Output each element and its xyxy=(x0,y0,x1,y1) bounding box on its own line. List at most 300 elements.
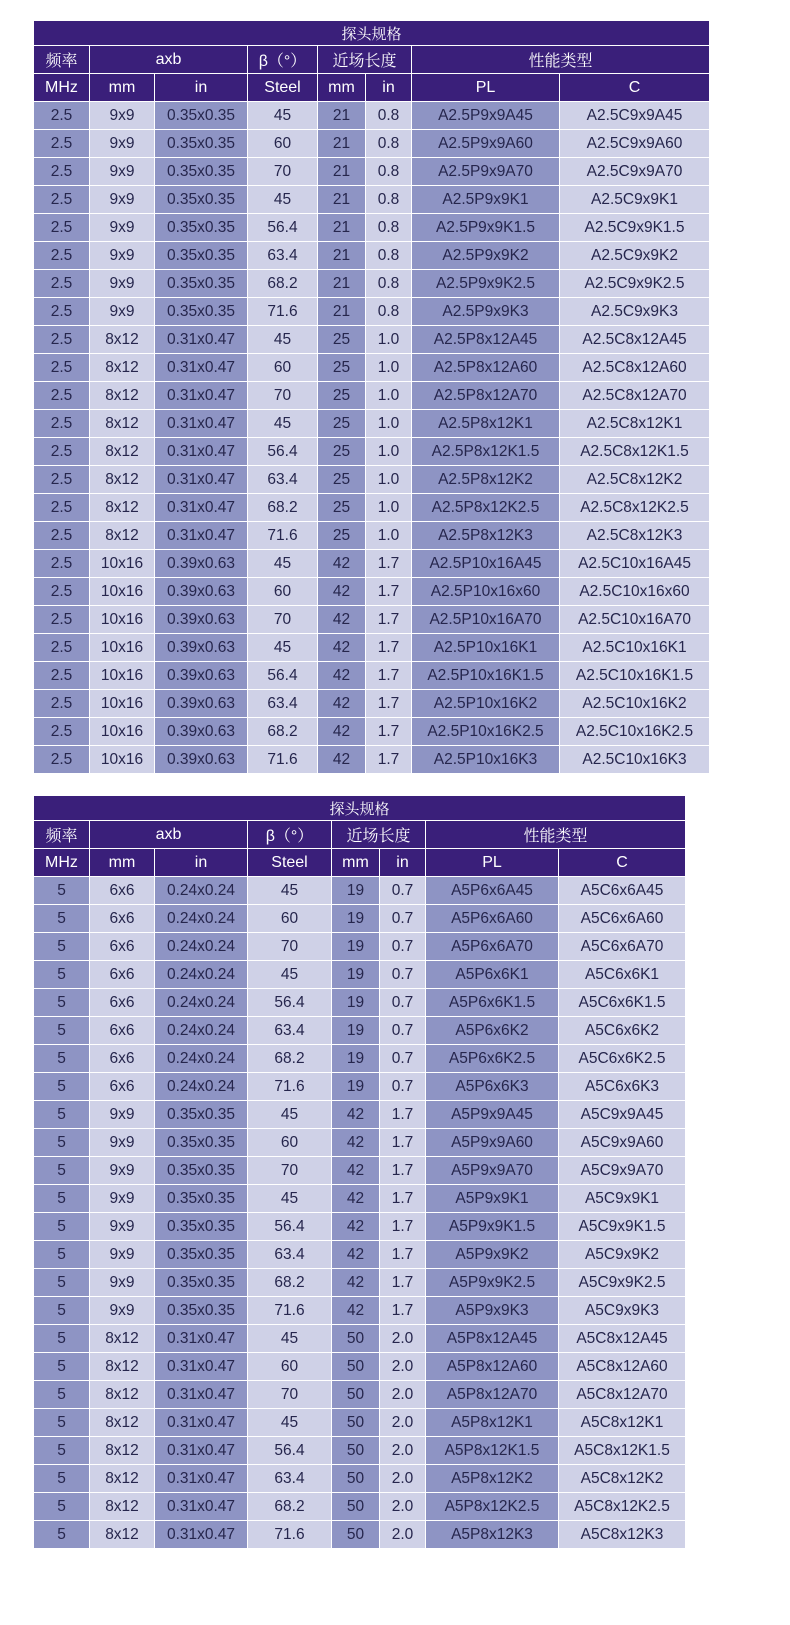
probe-spec-table-5mhz xyxy=(33,795,686,1548)
cell-size-mm: 8x12 xyxy=(90,1521,155,1549)
cell-model-pl: A5P6x6K3 xyxy=(426,1073,559,1101)
cell-size-in: 0.24x0.24 xyxy=(155,877,248,905)
cell-model-pl: A5P9x9K2.5 xyxy=(426,1269,559,1297)
cell-model-pl: A5P9x9K2 xyxy=(426,1241,559,1269)
cell-size-mm: 8x12 xyxy=(90,438,155,466)
cell-near-field-in: 1.0 xyxy=(366,410,412,438)
cell-size-mm: 6x6 xyxy=(90,1017,155,1045)
cell-beta-steel: 45 xyxy=(248,1185,332,1213)
cell-frequency: 2.5 xyxy=(34,214,90,242)
cell-size-in: 0.31x0.47 xyxy=(155,438,248,466)
cell-near-field-mm: 19 xyxy=(332,1045,380,1073)
probe-spec-table-2-5mhz xyxy=(33,20,710,773)
cell-size-in: 0.35x0.35 xyxy=(155,1101,248,1129)
cell-size-mm: 8x12 xyxy=(90,494,155,522)
table-row xyxy=(34,1073,686,1101)
cell-near-field-in: 1.7 xyxy=(380,1157,426,1185)
cell-size-in: 0.35x0.35 xyxy=(155,1157,248,1185)
cell-model-c: A2.5C9x9K1.5 xyxy=(560,214,710,242)
cell-beta-steel: 45 xyxy=(248,326,318,354)
table-row xyxy=(34,877,686,905)
cell-model-pl: A5P9x9K1.5 xyxy=(426,1213,559,1241)
cell-size-in: 0.35x0.35 xyxy=(155,1241,248,1269)
cell-near-field-mm: 25 xyxy=(318,494,366,522)
cell-near-field-mm: 21 xyxy=(318,242,366,270)
cell-model-c: A2.5C10x16K2 xyxy=(560,690,710,718)
cell-model-c: A2.5C9x9A45 xyxy=(560,102,710,130)
cell-near-field-mm: 19 xyxy=(332,961,380,989)
header-performance: 性能类型 xyxy=(426,821,686,849)
cell-frequency: 2.5 xyxy=(34,662,90,690)
cell-size-mm: 10x16 xyxy=(90,550,155,578)
cell-size-mm: 9x9 xyxy=(90,1241,155,1269)
cell-frequency: 2.5 xyxy=(34,578,90,606)
cell-model-c: A2.5C10x16K1 xyxy=(560,634,710,662)
header-frequency: 频率 xyxy=(34,821,90,849)
table-row xyxy=(34,1381,686,1409)
cell-beta-steel: 45 xyxy=(248,410,318,438)
cell-model-pl: A2.5P10x16A45 xyxy=(412,550,560,578)
cell-frequency: 2.5 xyxy=(34,634,90,662)
table-row xyxy=(34,961,686,989)
cell-near-field-mm: 42 xyxy=(332,1297,380,1325)
cell-size-mm: 6x6 xyxy=(90,989,155,1017)
cell-size-mm: 9x9 xyxy=(90,214,155,242)
cell-model-pl: A2.5P8x12A70 xyxy=(412,382,560,410)
cell-beta-steel: 56.4 xyxy=(248,438,318,466)
cell-size-in: 0.24x0.24 xyxy=(155,1017,248,1045)
cell-near-field-in: 2.0 xyxy=(380,1493,426,1521)
cell-near-field-mm: 42 xyxy=(318,718,366,746)
cell-model-pl: A5P8x12K1.5 xyxy=(426,1437,559,1465)
cell-size-mm: 9x9 xyxy=(90,130,155,158)
cell-model-pl: A5P8x12A60 xyxy=(426,1353,559,1381)
table-row xyxy=(34,1213,686,1241)
cell-near-field-in: 0.7 xyxy=(380,1073,426,1101)
cell-model-pl: A2.5P9x9K2.5 xyxy=(412,270,560,298)
cell-near-field-mm: 25 xyxy=(318,326,366,354)
cell-near-field-mm: 25 xyxy=(318,438,366,466)
table-row xyxy=(34,634,710,662)
cell-model-pl: A2.5P10x16K2.5 xyxy=(412,718,560,746)
table-row xyxy=(34,298,710,326)
table-row xyxy=(34,989,686,1017)
table-row xyxy=(34,1129,686,1157)
cell-size-in: 0.35x0.35 xyxy=(155,298,248,326)
cell-frequency: 5 xyxy=(34,1101,90,1129)
cell-near-field-in: 0.7 xyxy=(380,905,426,933)
cell-near-field-mm: 42 xyxy=(318,746,366,774)
cell-model-pl: A5P8x12K1 xyxy=(426,1409,559,1437)
cell-model-c: A2.5C9x9K3 xyxy=(560,298,710,326)
cell-near-field-mm: 21 xyxy=(318,270,366,298)
cell-size-in: 0.35x0.35 xyxy=(155,1129,248,1157)
cell-size-mm: 9x9 xyxy=(90,186,155,214)
cell-near-field-mm: 19 xyxy=(332,989,380,1017)
cell-model-c: A2.5C10x16A45 xyxy=(560,550,710,578)
subheader-in: in xyxy=(155,849,248,877)
table-row xyxy=(34,1157,686,1185)
cell-near-field-mm: 42 xyxy=(318,690,366,718)
cell-size-in: 0.31x0.47 xyxy=(155,1437,248,1465)
cell-near-field-in: 1.7 xyxy=(380,1297,426,1325)
table-row xyxy=(34,1269,686,1297)
cell-beta-steel: 68.2 xyxy=(248,270,318,298)
subheader-c: C xyxy=(560,74,710,102)
cell-model-pl: A2.5P10x16K3 xyxy=(412,746,560,774)
cell-size-mm: 6x6 xyxy=(90,877,155,905)
cell-frequency: 2.5 xyxy=(34,522,90,550)
cell-near-field-in: 0.8 xyxy=(366,102,412,130)
header-axb: axb xyxy=(90,821,248,849)
cell-near-field-mm: 42 xyxy=(318,550,366,578)
cell-size-mm: 8x12 xyxy=(90,466,155,494)
cell-model-c: A5C8x12A60 xyxy=(559,1353,686,1381)
cell-size-in: 0.35x0.35 xyxy=(155,214,248,242)
cell-beta-steel: 70 xyxy=(248,382,318,410)
table-row xyxy=(34,466,710,494)
cell-beta-steel: 60 xyxy=(248,1129,332,1157)
cell-model-c: A2.5C8x12K2.5 xyxy=(560,494,710,522)
cell-size-in: 0.31x0.47 xyxy=(155,1325,248,1353)
cell-near-field-in: 0.7 xyxy=(380,989,426,1017)
subheader-c: C xyxy=(559,849,686,877)
table-row xyxy=(34,270,710,298)
table-row xyxy=(34,1017,686,1045)
cell-beta-steel: 70 xyxy=(248,606,318,634)
cell-size-mm: 10x16 xyxy=(90,606,155,634)
cell-size-mm: 9x9 xyxy=(90,1297,155,1325)
cell-size-in: 0.31x0.47 xyxy=(155,1465,248,1493)
cell-frequency: 2.5 xyxy=(34,270,90,298)
cell-model-c: A5C9x9A60 xyxy=(559,1129,686,1157)
cell-model-c: A2.5C9x9A60 xyxy=(560,130,710,158)
cell-near-field-mm: 19 xyxy=(332,1017,380,1045)
cell-beta-steel: 56.4 xyxy=(248,214,318,242)
cell-model-c: A2.5C10x16x60 xyxy=(560,578,710,606)
cell-model-c: A2.5C9x9K1 xyxy=(560,186,710,214)
cell-near-field-mm: 42 xyxy=(332,1101,380,1129)
cell-near-field-mm: 42 xyxy=(332,1241,380,1269)
table-row xyxy=(34,746,710,774)
cell-near-field-in: 1.7 xyxy=(380,1269,426,1297)
cell-model-pl: A5P9x9A45 xyxy=(426,1101,559,1129)
cell-near-field-mm: 50 xyxy=(332,1325,380,1353)
cell-size-in: 0.39x0.63 xyxy=(155,606,248,634)
cell-frequency: 2.5 xyxy=(34,326,90,354)
cell-size-in: 0.31x0.47 xyxy=(155,1493,248,1521)
cell-model-c: A5C9x9K3 xyxy=(559,1297,686,1325)
cell-frequency: 2.5 xyxy=(34,606,90,634)
cell-beta-steel: 63.4 xyxy=(248,1241,332,1269)
cell-near-field-in: 0.8 xyxy=(366,130,412,158)
cell-near-field-in: 0.8 xyxy=(366,186,412,214)
cell-model-pl: A5P6x6K2.5 xyxy=(426,1045,559,1073)
cell-size-mm: 8x12 xyxy=(90,1325,155,1353)
table-row xyxy=(34,1101,686,1129)
cell-model-pl: A2.5P9x9K2 xyxy=(412,242,560,270)
cell-size-mm: 9x9 xyxy=(90,102,155,130)
cell-beta-steel: 70 xyxy=(248,933,332,961)
cell-size-mm: 6x6 xyxy=(90,961,155,989)
cell-beta-steel: 60 xyxy=(248,354,318,382)
cell-size-in: 0.39x0.63 xyxy=(155,746,248,774)
cell-size-in: 0.31x0.47 xyxy=(155,354,248,382)
cell-beta-steel: 68.2 xyxy=(248,1269,332,1297)
subheader-near-in: in xyxy=(380,849,426,877)
cell-model-pl: A2.5P9x9A70 xyxy=(412,158,560,186)
cell-beta-steel: 68.2 xyxy=(248,718,318,746)
table-row xyxy=(34,1353,686,1381)
table-row xyxy=(34,933,686,961)
cell-frequency: 5 xyxy=(34,1213,90,1241)
table-row xyxy=(34,1185,686,1213)
cell-model-pl: A2.5P9x9K3 xyxy=(412,298,560,326)
cell-beta-steel: 45 xyxy=(248,1325,332,1353)
table-row xyxy=(34,214,710,242)
cell-size-in: 0.35x0.35 xyxy=(155,158,248,186)
cell-near-field-mm: 25 xyxy=(318,410,366,438)
cell-model-pl: A2.5P8x12K1.5 xyxy=(412,438,560,466)
cell-model-c: A5C9x9A45 xyxy=(559,1101,686,1129)
cell-size-in: 0.24x0.24 xyxy=(155,1073,248,1101)
cell-near-field-in: 0.8 xyxy=(366,270,412,298)
table-row xyxy=(34,494,710,522)
cell-size-in: 0.31x0.47 xyxy=(155,410,248,438)
cell-near-field-in: 1.7 xyxy=(366,690,412,718)
cell-beta-steel: 45 xyxy=(248,186,318,214)
cell-near-field-mm: 25 xyxy=(318,522,366,550)
cell-frequency: 2.5 xyxy=(34,242,90,270)
table-row xyxy=(34,326,710,354)
cell-beta-steel: 68.2 xyxy=(248,1493,332,1521)
cell-near-field-mm: 42 xyxy=(318,578,366,606)
cell-near-field-in: 1.7 xyxy=(380,1129,426,1157)
cell-model-pl: A2.5P8x12K2 xyxy=(412,466,560,494)
table-row xyxy=(34,1045,686,1073)
cell-model-c: A2.5C9x9K2.5 xyxy=(560,270,710,298)
cell-size-mm: 8x12 xyxy=(90,382,155,410)
cell-size-in: 0.39x0.63 xyxy=(155,578,248,606)
cell-near-field-in: 1.7 xyxy=(366,578,412,606)
cell-size-in: 0.35x0.35 xyxy=(155,270,248,298)
cell-model-c: A5C8x12K3 xyxy=(559,1521,686,1549)
subheader-near-in: in xyxy=(366,74,412,102)
table-title: 探头规格 xyxy=(34,21,710,46)
cell-near-field-in: 1.7 xyxy=(366,718,412,746)
cell-beta-steel: 56.4 xyxy=(248,1213,332,1241)
cell-size-mm: 6x6 xyxy=(90,1073,155,1101)
cell-model-c: A5C9x9A70 xyxy=(559,1157,686,1185)
cell-beta-steel: 71.6 xyxy=(248,298,318,326)
cell-size-in: 0.35x0.35 xyxy=(155,1213,248,1241)
cell-frequency: 5 xyxy=(34,1353,90,1381)
cell-near-field-in: 0.7 xyxy=(380,933,426,961)
header-beta: β（°） xyxy=(248,46,318,74)
cell-size-mm: 10x16 xyxy=(90,578,155,606)
cell-beta-steel: 45 xyxy=(248,1409,332,1437)
cell-beta-steel: 60 xyxy=(248,1353,332,1381)
cell-beta-steel: 71.6 xyxy=(248,1297,332,1325)
table-row xyxy=(34,1493,686,1521)
cell-beta-steel: 45 xyxy=(248,961,332,989)
cell-size-mm: 10x16 xyxy=(90,746,155,774)
cell-size-mm: 9x9 xyxy=(90,1129,155,1157)
cell-beta-steel: 45 xyxy=(248,102,318,130)
cell-near-field-in: 0.7 xyxy=(380,961,426,989)
table-row xyxy=(34,1241,686,1269)
cell-model-pl: A2.5P10x16K1 xyxy=(412,634,560,662)
cell-near-field-mm: 19 xyxy=(332,877,380,905)
cell-model-pl: A5P6x6K1.5 xyxy=(426,989,559,1017)
cell-near-field-in: 1.7 xyxy=(380,1241,426,1269)
cell-near-field-mm: 50 xyxy=(332,1465,380,1493)
table-row xyxy=(34,1521,686,1549)
cell-size-in: 0.31x0.47 xyxy=(155,1381,248,1409)
cell-beta-steel: 45 xyxy=(248,550,318,578)
cell-size-in: 0.35x0.35 xyxy=(155,1297,248,1325)
cell-size-mm: 8x12 xyxy=(90,1381,155,1409)
cell-frequency: 5 xyxy=(34,1073,90,1101)
header-frequency: 频率 xyxy=(34,46,90,74)
cell-model-pl: A5P9x9A70 xyxy=(426,1157,559,1185)
cell-near-field-mm: 42 xyxy=(332,1157,380,1185)
cell-size-in: 0.35x0.35 xyxy=(155,1269,248,1297)
subheader-mm: mm xyxy=(90,74,155,102)
cell-model-pl: A5P6x6A60 xyxy=(426,905,559,933)
cell-size-mm: 8x12 xyxy=(90,1437,155,1465)
table-row xyxy=(34,662,710,690)
cell-frequency: 5 xyxy=(34,1493,90,1521)
cell-size-in: 0.31x0.47 xyxy=(155,466,248,494)
cell-model-pl: A2.5P8x12A60 xyxy=(412,354,560,382)
cell-model-c: A2.5C10x16K3 xyxy=(560,746,710,774)
cell-near-field-mm: 42 xyxy=(318,662,366,690)
cell-size-mm: 10x16 xyxy=(90,634,155,662)
cell-frequency: 5 xyxy=(34,1241,90,1269)
cell-near-field-in: 1.0 xyxy=(366,494,412,522)
cell-size-in: 0.35x0.35 xyxy=(155,102,248,130)
cell-frequency: 5 xyxy=(34,1269,90,1297)
cell-size-in: 0.39x0.63 xyxy=(155,718,248,746)
cell-model-c: A5C6x6K2.5 xyxy=(559,1045,686,1073)
cell-frequency: 5 xyxy=(34,989,90,1017)
cell-beta-steel: 63.4 xyxy=(248,1017,332,1045)
cell-model-c: A5C6x6A70 xyxy=(559,933,686,961)
cell-near-field-in: 0.8 xyxy=(366,214,412,242)
cell-size-in: 0.39x0.63 xyxy=(155,690,248,718)
cell-near-field-mm: 25 xyxy=(318,354,366,382)
cell-beta-steel: 71.6 xyxy=(248,746,318,774)
header-near-field: 近场长度 xyxy=(318,46,412,74)
cell-size-in: 0.31x0.47 xyxy=(155,326,248,354)
cell-near-field-in: 1.0 xyxy=(366,466,412,494)
cell-model-pl: A5P8x12K2 xyxy=(426,1465,559,1493)
table-row xyxy=(34,522,710,550)
table-row xyxy=(34,1437,686,1465)
cell-frequency: 5 xyxy=(34,877,90,905)
cell-size-in: 0.31x0.47 xyxy=(155,382,248,410)
cell-near-field-mm: 21 xyxy=(318,214,366,242)
cell-size-mm: 9x9 xyxy=(90,1269,155,1297)
cell-near-field-in: 1.0 xyxy=(366,522,412,550)
table-row xyxy=(34,382,710,410)
cell-near-field-in: 2.0 xyxy=(380,1325,426,1353)
cell-model-c: A5C8x12A70 xyxy=(559,1381,686,1409)
cell-beta-steel: 60 xyxy=(248,578,318,606)
cell-size-in: 0.31x0.47 xyxy=(155,1353,248,1381)
cell-size-mm: 8x12 xyxy=(90,354,155,382)
cell-size-in: 0.24x0.24 xyxy=(155,905,248,933)
cell-near-field-in: 1.7 xyxy=(380,1185,426,1213)
cell-model-pl: A5P6x6A70 xyxy=(426,933,559,961)
cell-model-pl: A2.5P9x9A60 xyxy=(412,130,560,158)
cell-size-in: 0.35x0.35 xyxy=(155,186,248,214)
cell-model-c: A2.5C8x12K1.5 xyxy=(560,438,710,466)
cell-frequency: 5 xyxy=(34,1129,90,1157)
subheader-mhz: MHz xyxy=(34,849,90,877)
cell-size-mm: 8x12 xyxy=(90,326,155,354)
cell-near-field-in: 0.8 xyxy=(366,158,412,186)
cell-near-field-mm: 50 xyxy=(332,1437,380,1465)
cell-near-field-in: 0.7 xyxy=(380,1045,426,1073)
cell-model-pl: A2.5P10x16x60 xyxy=(412,578,560,606)
table-row xyxy=(34,905,686,933)
table-row xyxy=(34,606,710,634)
cell-beta-steel: 70 xyxy=(248,158,318,186)
cell-near-field-mm: 42 xyxy=(318,634,366,662)
cell-model-pl: A5P9x9K1 xyxy=(426,1185,559,1213)
table-title: 探头规格 xyxy=(34,796,686,821)
table-row xyxy=(34,354,710,382)
cell-model-c: A5C6x6K3 xyxy=(559,1073,686,1101)
cell-near-field-in: 0.8 xyxy=(366,242,412,270)
table-row xyxy=(34,1297,686,1325)
cell-near-field-mm: 21 xyxy=(318,102,366,130)
cell-model-pl: A5P8x12K3 xyxy=(426,1521,559,1549)
cell-size-mm: 6x6 xyxy=(90,905,155,933)
cell-frequency: 5 xyxy=(34,905,90,933)
cell-size-mm: 8x12 xyxy=(90,522,155,550)
table-row xyxy=(34,1409,686,1437)
cell-frequency: 5 xyxy=(34,1045,90,1073)
cell-beta-steel: 56.4 xyxy=(248,989,332,1017)
cell-size-in: 0.35x0.35 xyxy=(155,1185,248,1213)
cell-near-field-in: 1.7 xyxy=(366,550,412,578)
cell-size-mm: 10x16 xyxy=(90,690,155,718)
cell-frequency: 5 xyxy=(34,1185,90,1213)
cell-near-field-in: 1.7 xyxy=(366,746,412,774)
cell-beta-steel: 60 xyxy=(248,905,332,933)
cell-near-field-mm: 21 xyxy=(318,130,366,158)
cell-size-mm: 6x6 xyxy=(90,1045,155,1073)
cell-model-c: A2.5C10x16A70 xyxy=(560,606,710,634)
table-row xyxy=(34,158,710,186)
cell-near-field-mm: 42 xyxy=(332,1213,380,1241)
cell-model-c: A5C8x12K1 xyxy=(559,1409,686,1437)
cell-near-field-in: 0.7 xyxy=(380,877,426,905)
cell-size-mm: 8x12 xyxy=(90,410,155,438)
header-near-field: 近场长度 xyxy=(332,821,426,849)
cell-size-mm: 9x9 xyxy=(90,1157,155,1185)
cell-model-pl: A5P8x12A45 xyxy=(426,1325,559,1353)
cell-frequency: 5 xyxy=(34,1521,90,1549)
cell-near-field-mm: 42 xyxy=(332,1269,380,1297)
cell-frequency: 2.5 xyxy=(34,102,90,130)
cell-frequency: 5 xyxy=(34,1437,90,1465)
cell-model-pl: A2.5P10x16K2 xyxy=(412,690,560,718)
cell-near-field-in: 0.8 xyxy=(366,298,412,326)
